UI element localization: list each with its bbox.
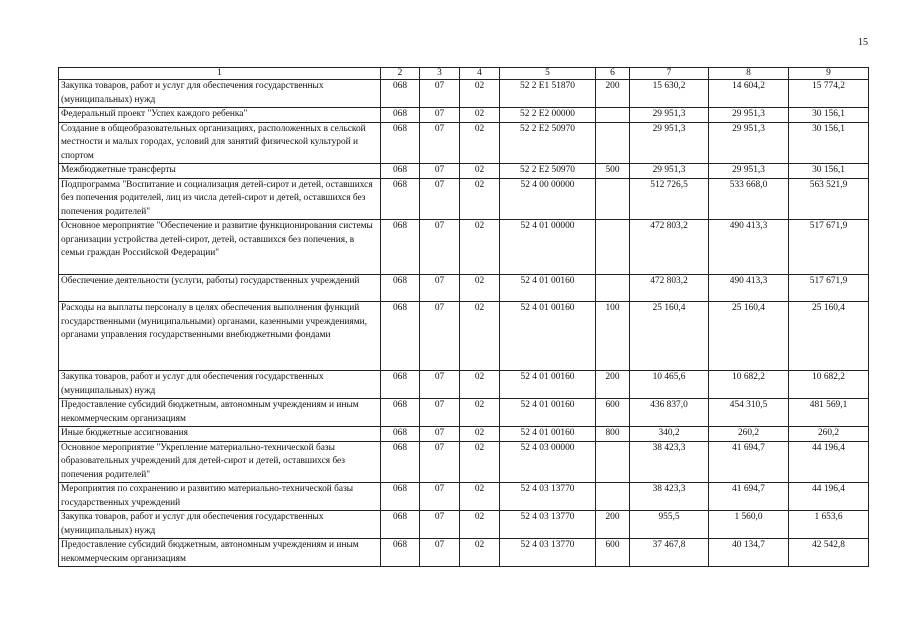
chapter-code-cell: 068	[381, 275, 420, 302]
amount-year1-cell: 512 726,5	[630, 178, 709, 220]
subsection-cell: 02	[460, 80, 500, 108]
section-cell: 07	[420, 539, 460, 567]
column-header: 3	[420, 68, 460, 80]
amount-year1-cell: 25 160,4	[630, 302, 709, 371]
expense-type-cell	[596, 441, 630, 483]
section-cell: 07	[420, 108, 460, 123]
amount-year3-cell: 1 653,6	[789, 511, 869, 539]
expense-type-cell	[596, 122, 630, 164]
amount-year2-cell: 490 413,3	[709, 275, 789, 302]
chapter-code-cell: 068	[381, 302, 420, 371]
amount-year1-cell: 472 803,2	[630, 275, 709, 302]
subsection-cell: 02	[460, 275, 500, 302]
section-cell: 07	[420, 441, 460, 483]
table-row	[59, 371, 869, 399]
section-cell: 07	[420, 399, 460, 427]
target-article-cell: 52 4 01 00000	[500, 220, 596, 275]
section-cell: 07	[420, 302, 460, 371]
row-name-cell: Мероприятия по сохранению и развитию материально-технической базы государственных учреждений	[59, 483, 381, 511]
target-article-cell: 52 4 01 00160	[500, 371, 596, 399]
chapter-code-cell: 068	[381, 220, 420, 275]
row-name-cell: Федеральный проект "Успех каждого ребенка"	[59, 108, 381, 123]
row-name-cell: Предоставление субсидий бюджетным, автономным учреждениям и иным некоммерческим организациям	[59, 539, 381, 567]
target-article-cell: 52 4 01 00160	[500, 302, 596, 371]
chapter-code-cell: 068	[381, 371, 420, 399]
subsection-cell: 02	[460, 441, 500, 483]
expense-type-cell	[596, 483, 630, 511]
target-article-cell: 52 2 E1 51870	[500, 80, 596, 108]
chapter-code-cell: 068	[381, 441, 420, 483]
table-row	[59, 427, 869, 442]
table-row	[59, 178, 869, 220]
row-name-cell: Основное мероприятие "Обеспечение и развитие функционирования системы организации устройства детей-сирот, детей, оставшихся без попечения, в семьи граждан Российской Федерации"	[59, 220, 381, 275]
amount-year2-cell: 29 951,3	[709, 108, 789, 123]
chapter-code-cell: 068	[381, 483, 420, 511]
column-header: 2	[381, 68, 420, 80]
amount-year1-cell: 38 423,3	[630, 441, 709, 483]
amount-year3-cell: 517 671,9	[789, 220, 869, 275]
amount-year2-cell: 29 951,3	[709, 122, 789, 164]
chapter-code-cell: 068	[381, 399, 420, 427]
expense-type-cell: 200	[596, 80, 630, 108]
subsection-cell: 02	[460, 178, 500, 220]
subsection-cell: 02	[460, 483, 500, 511]
page-number: 15	[858, 37, 868, 48]
column-header: 1	[59, 68, 381, 80]
target-article-cell: 52 4 03 13770	[500, 539, 596, 567]
chapter-code-cell: 068	[381, 427, 420, 442]
amount-year3-cell: 10 682,2	[789, 371, 869, 399]
amount-year1-cell: 955,5	[630, 511, 709, 539]
expense-type-cell	[596, 275, 630, 302]
section-cell: 07	[420, 511, 460, 539]
chapter-code-cell: 068	[381, 122, 420, 164]
expense-type-cell: 600	[596, 539, 630, 567]
row-name-cell: Основное мероприятие "Укрепление материально-технической базы образовательных учреждений для детей-сирот и детей, оставшихся без попечения родителей"	[59, 441, 381, 483]
chapter-code-cell: 068	[381, 511, 420, 539]
subsection-cell: 02	[460, 427, 500, 442]
amount-year3-cell: 42 542,8	[789, 539, 869, 567]
target-article-cell: 52 4 01 00160	[500, 399, 596, 427]
section-cell: 07	[420, 122, 460, 164]
amount-year3-cell: 44 196,4	[789, 441, 869, 483]
amount-year1-cell: 29 951,3	[630, 108, 709, 123]
amount-year1-cell: 472 803,2	[630, 220, 709, 275]
subsection-cell: 02	[460, 399, 500, 427]
expense-type-cell	[596, 178, 630, 220]
row-name-cell: Предоставление субсидий бюджетным, автономным учреждениям и иным некоммерческим организациям	[59, 399, 381, 427]
table-row	[59, 539, 869, 567]
section-cell: 07	[420, 220, 460, 275]
amount-year3-cell: 563 521,9	[789, 178, 869, 220]
section-cell: 07	[420, 80, 460, 108]
amount-year1-cell: 15 630,2	[630, 80, 709, 108]
column-header: 8	[709, 68, 789, 80]
expense-type-cell: 200	[596, 371, 630, 399]
amount-year3-cell: 30 156,1	[789, 108, 869, 123]
amount-year1-cell: 436 837,0	[630, 399, 709, 427]
amount-year3-cell: 30 156,1	[789, 164, 869, 179]
table-row	[59, 441, 869, 483]
expense-type-cell	[596, 108, 630, 123]
section-cell: 07	[420, 371, 460, 399]
amount-year2-cell: 14 604,2	[709, 80, 789, 108]
target-article-cell: 52 2 E2 50970	[500, 122, 596, 164]
row-name-cell: Создание в общеобразовательных организациях, расположенных в сельской местности и малых городах, условий для занятий физической культурой и спортом	[59, 122, 381, 164]
subsection-cell: 02	[460, 164, 500, 179]
target-article-cell: 52 4 00 00000	[500, 178, 596, 220]
amount-year3-cell: 481 569,1	[789, 399, 869, 427]
table-row	[59, 164, 869, 179]
section-cell: 07	[420, 275, 460, 302]
chapter-code-cell: 068	[381, 539, 420, 567]
chapter-code-cell: 068	[381, 164, 420, 179]
row-name-cell: Закупка товаров, работ и услуг для обеспечения государственных (муниципальных) нужд	[59, 80, 381, 108]
table-row	[59, 220, 869, 275]
column-header: 6	[596, 68, 630, 80]
section-cell: 07	[420, 164, 460, 179]
expense-type-cell: 100	[596, 302, 630, 371]
amount-year3-cell: 25 160,4	[789, 302, 869, 371]
amount-year3-cell: 260,2	[789, 427, 869, 442]
amount-year1-cell: 38 423,3	[630, 483, 709, 511]
section-cell: 07	[420, 427, 460, 442]
table-row	[59, 108, 869, 123]
amount-year1-cell: 10 465,6	[630, 371, 709, 399]
subsection-cell: 02	[460, 511, 500, 539]
amount-year2-cell: 41 694,7	[709, 441, 789, 483]
amount-year2-cell: 10 682,2	[709, 371, 789, 399]
subsection-cell: 02	[460, 108, 500, 123]
amount-year2-cell: 260,2	[709, 427, 789, 442]
amount-year2-cell: 490 413,3	[709, 220, 789, 275]
subsection-cell: 02	[460, 539, 500, 567]
expense-type-cell	[596, 220, 630, 275]
column-header: 5	[500, 68, 596, 80]
target-article-cell: 52 4 01 00160	[500, 427, 596, 442]
target-article-cell: 52 4 01 00160	[500, 275, 596, 302]
amount-year2-cell: 454 310,5	[709, 399, 789, 427]
table-row	[59, 80, 869, 108]
amount-year2-cell: 1 560,0	[709, 511, 789, 539]
row-name-cell: Закупка товаров, работ и услуг для обеспечения государственных (муниципальных) нужд	[59, 371, 381, 399]
amount-year3-cell: 30 156,1	[789, 122, 869, 164]
chapter-code-cell: 068	[381, 108, 420, 123]
row-name-cell: Обеспечение деятельности (услуги, работы) государственных учреждений	[59, 275, 381, 302]
row-name-cell: Расходы на выплаты персоналу в целях обеспечения выполнения функций государственными (муниципальными) органами, казенными учреждениями, органами управления государственными внебюджетными фондами	[59, 302, 381, 371]
row-name-cell: Межбюджетные трансферты	[59, 164, 381, 179]
subsection-cell: 02	[460, 302, 500, 371]
table-row	[59, 122, 869, 164]
table-row	[59, 302, 869, 371]
subsection-cell: 02	[460, 371, 500, 399]
amount-year2-cell: 40 134,7	[709, 539, 789, 567]
expense-type-cell: 200	[596, 511, 630, 539]
amount-year3-cell: 517 671,9	[789, 275, 869, 302]
table-row	[59, 275, 869, 302]
chapter-code-cell: 068	[381, 80, 420, 108]
target-article-cell: 52 4 03 13770	[500, 483, 596, 511]
amount-year1-cell: 29 951,3	[630, 122, 709, 164]
subsection-cell: 02	[460, 122, 500, 164]
expense-type-cell: 500	[596, 164, 630, 179]
amount-year2-cell: 41 694,7	[709, 483, 789, 511]
column-header: 7	[630, 68, 709, 80]
target-article-cell: 52 4 03 13770	[500, 511, 596, 539]
amount-year2-cell: 533 668,0	[709, 178, 789, 220]
table-row	[59, 511, 869, 539]
amount-year3-cell: 44 196,4	[789, 483, 869, 511]
expense-type-cell: 600	[596, 399, 630, 427]
amount-year2-cell: 25 160,4	[709, 302, 789, 371]
table-header-row	[59, 68, 869, 80]
amount-year1-cell: 340,2	[630, 427, 709, 442]
section-cell: 07	[420, 178, 460, 220]
table-row	[59, 483, 869, 511]
row-name-cell: Иные бюджетные ассигнования	[59, 427, 381, 442]
section-cell: 07	[420, 483, 460, 511]
target-article-cell: 52 4 03 00000	[500, 441, 596, 483]
column-header: 4	[460, 68, 500, 80]
subsection-cell: 02	[460, 220, 500, 275]
amount-year1-cell: 29 951,3	[630, 164, 709, 179]
target-article-cell: 52 2 E2 00000	[500, 108, 596, 123]
amount-year2-cell: 29 951,3	[709, 164, 789, 179]
budget-table	[58, 67, 869, 567]
table-body	[59, 80, 869, 567]
column-header: 9	[789, 68, 869, 80]
table-row	[59, 399, 869, 427]
amount-year1-cell: 37 467,8	[630, 539, 709, 567]
chapter-code-cell: 068	[381, 178, 420, 220]
row-name-cell: Подпрограмма "Воспитание и социализация детей-сирот и детей, оставшихся без попечения родителей, лиц из числа детей-сирот и детей, оставшихся без попечения родителей"	[59, 178, 381, 220]
row-name-cell: Закупка товаров, работ и услуг для обеспечения государственных (муниципальных) нужд	[59, 511, 381, 539]
target-article-cell: 52 2 E2 50970	[500, 164, 596, 179]
expense-type-cell: 800	[596, 427, 630, 442]
amount-year3-cell: 15 774,2	[789, 80, 869, 108]
